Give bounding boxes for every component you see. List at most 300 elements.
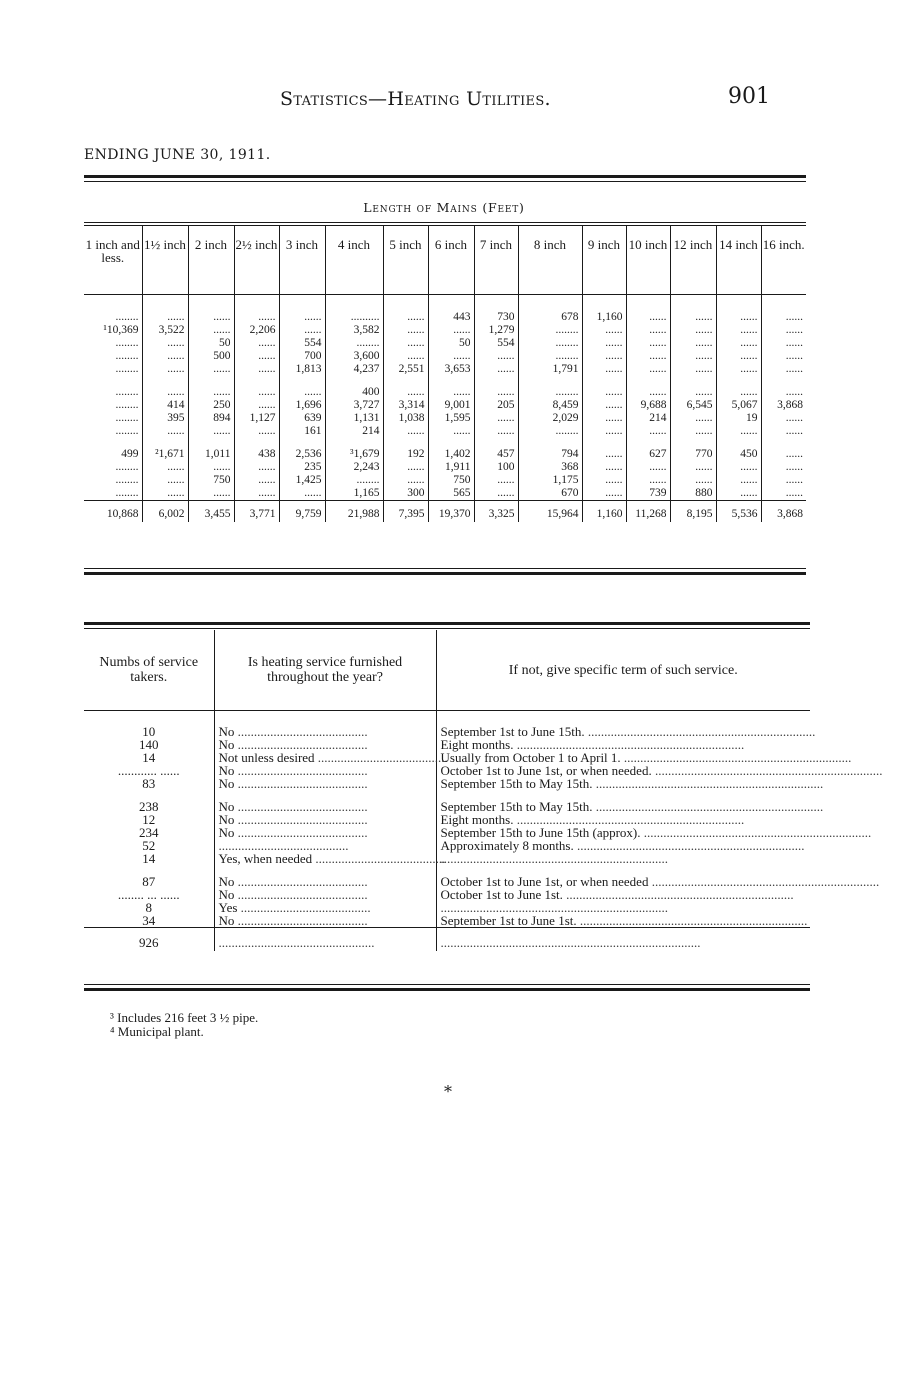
table-cell: ...... bbox=[761, 386, 806, 399]
spacer-cell bbox=[474, 438, 518, 448]
table-cell: 770 bbox=[670, 448, 716, 461]
cell-text: ............ ...... bbox=[117, 763, 180, 778]
table-cell: 750 bbox=[188, 474, 234, 487]
table-cell: ...... bbox=[716, 350, 761, 363]
total-cell: 8,195 bbox=[670, 501, 716, 523]
cell-text: October 1st to June 1st. bbox=[440, 887, 563, 902]
running-title: Statistics—Heating Utilities. bbox=[280, 88, 551, 110]
table-cell bbox=[84, 777, 214, 790]
top-rule-thick bbox=[84, 175, 806, 178]
table-cell: ³1,679 bbox=[325, 448, 383, 461]
table-cell: 457 bbox=[474, 448, 518, 461]
table-cell: ...... bbox=[626, 324, 670, 337]
spacer-cell bbox=[325, 438, 383, 448]
total-cell: 7,395 bbox=[383, 501, 428, 523]
table-cell: ........ bbox=[518, 324, 582, 337]
table-cell: ...... bbox=[383, 461, 428, 474]
table-cell: 192 bbox=[383, 448, 428, 461]
table-cell: ...... bbox=[142, 487, 188, 501]
table-cell bbox=[214, 914, 436, 928]
table-cell: 1,595 bbox=[428, 412, 474, 425]
spacer-cell bbox=[428, 438, 474, 448]
spacer-cell bbox=[279, 438, 325, 448]
table-row bbox=[84, 425, 806, 438]
table-cell: ...... bbox=[716, 474, 761, 487]
table-cell: ...... bbox=[142, 474, 188, 487]
leader-dots: ........................................ bbox=[237, 900, 371, 915]
table-cell: 3,522 bbox=[142, 324, 188, 337]
total-cell: 1,160 bbox=[582, 501, 626, 523]
leader-dots: ...................................................................... bbox=[513, 812, 745, 827]
total-cell: 3,771 bbox=[234, 501, 279, 523]
spacer-cell bbox=[234, 376, 279, 386]
table-cell: ...... bbox=[761, 324, 806, 337]
spacer-cell bbox=[142, 376, 188, 386]
table-cell: ........ bbox=[115, 350, 139, 362]
table-cell: ...... bbox=[716, 461, 761, 474]
table-cell bbox=[436, 914, 810, 928]
table-cell: ...... bbox=[670, 324, 716, 337]
table-cell: ........ bbox=[518, 350, 582, 363]
table-cell: ...... bbox=[670, 363, 716, 376]
table-cell: 19 bbox=[716, 412, 761, 425]
cell-text: 14 bbox=[142, 750, 156, 765]
service-body bbox=[84, 711, 883, 952]
total-cell: 19,370 bbox=[428, 501, 474, 523]
table-row bbox=[84, 487, 806, 501]
cell-text: No bbox=[218, 887, 235, 902]
cell-text: Eight months. bbox=[440, 812, 514, 827]
table-cell bbox=[84, 852, 214, 865]
cell-text: No bbox=[218, 776, 235, 791]
table-cell: ........ bbox=[518, 337, 582, 350]
total-cell: 926 bbox=[84, 928, 214, 952]
table-cell: 739 bbox=[626, 487, 670, 501]
table-cell: 214 bbox=[325, 425, 383, 438]
table-cell: ........ bbox=[115, 337, 139, 349]
table-cell: 2,551 bbox=[383, 363, 428, 376]
table-cell: 438 bbox=[234, 448, 279, 461]
mains-bottom-rule-thick bbox=[84, 572, 806, 575]
spacer-cell bbox=[670, 438, 716, 448]
table-cell: ...... bbox=[474, 386, 518, 399]
table-cell: 500 bbox=[188, 350, 234, 363]
table-cell: ...... bbox=[279, 295, 325, 325]
cell-text: Eight months. bbox=[440, 737, 514, 752]
table-row bbox=[84, 295, 806, 325]
table-cell: 1,402 bbox=[428, 448, 474, 461]
table-cell: ...... bbox=[474, 350, 518, 363]
mains-table bbox=[84, 225, 806, 522]
table-cell: ...... bbox=[383, 324, 428, 337]
leader-dots: ................................................ bbox=[218, 934, 375, 950]
table-cell: ...... bbox=[383, 425, 428, 438]
star-ornament: * bbox=[444, 1082, 452, 1101]
spacer-cell bbox=[142, 438, 188, 448]
table-cell: ...... bbox=[761, 350, 806, 363]
table-cell: ...... bbox=[716, 363, 761, 376]
service-header-row bbox=[84, 630, 810, 711]
totals-row bbox=[84, 501, 806, 523]
table-row bbox=[84, 448, 806, 461]
table-cell: 2,243 bbox=[325, 461, 383, 474]
table-cell: 414 bbox=[142, 399, 188, 412]
table-cell: 205 bbox=[474, 399, 518, 412]
table-row bbox=[84, 324, 806, 337]
table-cell: 100 bbox=[474, 461, 518, 474]
service-bottom-rule-thin bbox=[84, 984, 810, 985]
table-cell: 50 bbox=[188, 337, 234, 350]
spacer-cell bbox=[670, 376, 716, 386]
cell-text: No bbox=[218, 825, 235, 840]
mains-column-header: 2½ inch bbox=[234, 226, 279, 295]
service-column-header: Is heating service furnished throughout the year? bbox=[214, 630, 436, 711]
mains-body bbox=[84, 295, 806, 523]
leader-dots: ...................................................................... bbox=[562, 887, 794, 902]
total-cell bbox=[436, 928, 810, 952]
leader-dots: ...................................................................... bbox=[584, 724, 816, 739]
table-row bbox=[84, 412, 806, 425]
table-row bbox=[84, 337, 806, 350]
table-cell: 443 bbox=[428, 295, 474, 325]
total-cell: 3,455 bbox=[188, 501, 234, 523]
cell-text: No bbox=[218, 874, 235, 889]
mains-column-header: 5 inch bbox=[383, 226, 428, 295]
cell-text: No bbox=[218, 812, 235, 827]
table-cell bbox=[214, 851, 446, 866]
table-row bbox=[84, 711, 810, 739]
table-cell: 2,536 bbox=[279, 448, 325, 461]
table-cell: ........ bbox=[115, 474, 139, 486]
table-cell: ...... bbox=[234, 461, 279, 474]
table-cell: ...... bbox=[582, 363, 626, 376]
table-cell: ...... bbox=[474, 487, 518, 501]
cell-text: 8 bbox=[145, 900, 152, 915]
table-cell: ...... bbox=[761, 448, 806, 461]
table-row bbox=[84, 350, 806, 363]
leader-dots: ........................................ bbox=[234, 874, 368, 889]
table-cell: ...... bbox=[670, 474, 716, 487]
mains-column-header: 12 inch bbox=[670, 226, 716, 295]
table-cell: 1,279 bbox=[474, 324, 518, 337]
table-cell: 300 bbox=[383, 487, 428, 501]
table-cell: 3,868 bbox=[761, 399, 806, 412]
service-table bbox=[84, 630, 883, 951]
total-cell bbox=[214, 928, 436, 952]
table-row bbox=[84, 914, 810, 928]
table-cell: ...... bbox=[670, 386, 716, 399]
table-cell: ...... bbox=[716, 487, 761, 501]
total-cell: 6,002 bbox=[142, 501, 188, 523]
mains-bottom-rule-thin bbox=[84, 568, 806, 569]
table-cell: 400 bbox=[325, 386, 383, 399]
service-total-row bbox=[84, 928, 810, 952]
spacer-cell bbox=[188, 438, 234, 448]
table-cell: ...... bbox=[761, 425, 806, 438]
cell-text: Usually from October 1 to April 1. bbox=[440, 750, 621, 765]
leader-dots: ...................................................................... bbox=[648, 874, 880, 889]
table-cell: 1,038 bbox=[383, 412, 428, 425]
table-cell: ...... bbox=[474, 412, 518, 425]
table-cell: ...... bbox=[670, 295, 716, 325]
table-cell: ...... bbox=[626, 363, 670, 376]
table-cell: ........ bbox=[115, 399, 139, 411]
table-cell: ...... bbox=[626, 474, 670, 487]
table-cell: ........ bbox=[518, 425, 582, 438]
table-cell: ...... bbox=[474, 425, 518, 438]
table-cell: ........ bbox=[518, 386, 582, 399]
table-cell: 627 bbox=[626, 448, 670, 461]
table-cell: 565 bbox=[428, 487, 474, 501]
table-cell: ...... bbox=[716, 324, 761, 337]
table-cell: 3,727 bbox=[325, 399, 383, 412]
leader-dots: ........................................ bbox=[234, 763, 368, 778]
table-cell bbox=[214, 711, 436, 739]
spacer-cell bbox=[626, 438, 670, 448]
spacer-cell bbox=[325, 376, 383, 386]
mains-column-header: 10 inch bbox=[626, 226, 670, 295]
mains-column-header: 7 inch bbox=[474, 226, 518, 295]
spacer-cell bbox=[279, 376, 325, 386]
table-cell: ...... bbox=[234, 363, 279, 376]
table-cell: 395 bbox=[142, 412, 188, 425]
cell-text: 10 bbox=[142, 724, 156, 739]
table-cell: 1,425 bbox=[279, 474, 325, 487]
table-cell: ...... bbox=[383, 350, 428, 363]
table-cell: ...... bbox=[716, 295, 761, 325]
mains-column-header: 1½ inch bbox=[142, 226, 188, 295]
table-cell: ...... bbox=[383, 386, 428, 399]
cell-text: 52 bbox=[142, 838, 156, 853]
cell-text: No bbox=[218, 913, 235, 928]
leader-dots: ........................................ bbox=[234, 913, 368, 928]
table-cell: ...... bbox=[761, 295, 806, 325]
table-cell: ...... bbox=[279, 324, 325, 337]
table-cell: ...... bbox=[761, 412, 806, 425]
table-cell: ...... bbox=[428, 386, 474, 399]
table-cell: ........ bbox=[325, 337, 383, 350]
cell-text: September 1st to June 1st. bbox=[440, 913, 577, 928]
period-line: ENDING JUNE 30, 1911. bbox=[84, 147, 271, 163]
heading-rule bbox=[84, 222, 806, 223]
table-cell: ...... bbox=[428, 425, 474, 438]
spacer-cell bbox=[761, 376, 806, 386]
table-cell: ...... bbox=[626, 461, 670, 474]
cell-text: 12 bbox=[142, 812, 156, 827]
table-cell: ...... bbox=[626, 295, 670, 325]
table-cell: ...... bbox=[142, 425, 188, 438]
total-cell: 11,268 bbox=[626, 501, 670, 523]
table-cell: 368 bbox=[518, 461, 582, 474]
table-cell: ²1,671 bbox=[142, 448, 188, 461]
leader-dots: ........................................ bbox=[218, 838, 349, 853]
table-cell: 678 bbox=[518, 295, 582, 325]
mains-column-header: 6 inch bbox=[428, 226, 474, 295]
table-cell: 1,813 bbox=[279, 363, 325, 376]
page-number: 901 bbox=[728, 84, 770, 109]
mains-column-header: 2 inch bbox=[188, 226, 234, 295]
table-cell: ...... bbox=[582, 425, 626, 438]
total-cell: 10,868 bbox=[84, 501, 142, 523]
table-cell: 670 bbox=[518, 487, 582, 501]
table-row bbox=[84, 363, 806, 376]
leader-dots: ........................................ bbox=[312, 851, 446, 866]
leader-dots: ...................................................................... bbox=[640, 825, 872, 840]
table-cell: ...... bbox=[142, 295, 188, 325]
table-cell: 1,160 bbox=[582, 295, 626, 325]
cell-text: No bbox=[218, 763, 235, 778]
table-row bbox=[84, 474, 806, 487]
table-cell: 5,067 bbox=[716, 399, 761, 412]
table-cell: ...... bbox=[582, 324, 626, 337]
leader-dots: ........................................ bbox=[314, 750, 448, 765]
spacer-cell bbox=[84, 376, 142, 386]
table-cell bbox=[84, 711, 214, 739]
cell-text: October 1st to June 1st, or when needed bbox=[440, 874, 649, 889]
leader-dots: ...................................................................... bbox=[513, 737, 745, 752]
table-cell: ...... bbox=[582, 337, 626, 350]
leader-dots: ........................................ bbox=[234, 812, 368, 827]
spacer-cell bbox=[518, 438, 582, 448]
table-cell: 700 bbox=[279, 350, 325, 363]
spacer-cell bbox=[188, 376, 234, 386]
table-cell: ...... bbox=[142, 337, 188, 350]
table-row bbox=[84, 386, 806, 399]
table-cell: ...... bbox=[670, 350, 716, 363]
table-cell: 794 bbox=[518, 448, 582, 461]
spacer-cell bbox=[582, 376, 626, 386]
table-cell: ...... bbox=[428, 324, 474, 337]
leader-dots: ................................................................................ bbox=[440, 934, 701, 950]
table-cell: ...... bbox=[188, 324, 234, 337]
table-cell: ...... bbox=[474, 363, 518, 376]
mains-column-header: 8 inch bbox=[518, 226, 582, 295]
table-cell: ...... bbox=[716, 337, 761, 350]
table-cell: ...... bbox=[234, 474, 279, 487]
table-cell: 450 bbox=[716, 448, 761, 461]
table-cell: ...... bbox=[582, 448, 626, 461]
table-row bbox=[84, 777, 810, 790]
spacer-cell bbox=[234, 438, 279, 448]
table-cell: ...... bbox=[142, 461, 188, 474]
cell-text: Approximately 8 months. bbox=[440, 838, 574, 853]
table-cell: ........ bbox=[115, 461, 139, 473]
table-cell: ........ bbox=[115, 363, 139, 375]
spacer-cell bbox=[428, 376, 474, 386]
table-cell: ........ bbox=[115, 425, 139, 437]
table-cell: ...... bbox=[761, 337, 806, 350]
footnote: ⁴ Municipal plant. bbox=[110, 1024, 204, 1039]
total-cell: 15,964 bbox=[518, 501, 582, 523]
table-cell: ...... bbox=[383, 474, 428, 487]
leader-dots: ...................................................................... bbox=[573, 838, 805, 853]
table-cell: ...... bbox=[626, 350, 670, 363]
table-cell bbox=[436, 852, 810, 865]
table-cell: ...... bbox=[234, 295, 279, 325]
table-cell: 161 bbox=[279, 425, 325, 438]
cell-text: September 15th to June 15th (approx). bbox=[440, 825, 641, 840]
cell-text: 14 bbox=[142, 851, 156, 866]
table-row bbox=[84, 461, 806, 474]
cell-text: No bbox=[218, 724, 235, 739]
table-cell: 2,029 bbox=[518, 412, 582, 425]
table-cell: ........ bbox=[115, 412, 139, 424]
cell-text: September 15th to May 15th. bbox=[440, 776, 593, 791]
table-cell: ...... bbox=[234, 425, 279, 438]
table-cell: 250 bbox=[188, 399, 234, 412]
spacer-cell bbox=[716, 438, 761, 448]
service-column-header: Numbs of service takers. bbox=[84, 630, 214, 711]
footnote: ³ Includes 216 feet 3 ½ pipe. bbox=[110, 1010, 259, 1025]
table-cell: ...... bbox=[474, 474, 518, 487]
table-cell: ...... bbox=[234, 386, 279, 399]
leader-dots: ...................................................................... bbox=[576, 913, 808, 928]
table-cell: ...... bbox=[761, 461, 806, 474]
spacer-cell bbox=[383, 376, 428, 386]
table-cell: ...... bbox=[582, 474, 626, 487]
cell-text: 140 bbox=[139, 737, 159, 752]
leader-dots: ........................................ bbox=[234, 887, 368, 902]
table-cell: ...... bbox=[142, 386, 188, 399]
table-cell: 9,001 bbox=[428, 399, 474, 412]
table-cell: ...... bbox=[279, 386, 325, 399]
table-cell: 894 bbox=[188, 412, 234, 425]
mains-column-header: 14 inch bbox=[716, 226, 761, 295]
table-cell: 3,653 bbox=[428, 363, 474, 376]
table-cell: ...... bbox=[234, 350, 279, 363]
table-cell: 3,314 bbox=[383, 399, 428, 412]
spacer-cell bbox=[626, 376, 670, 386]
mains-column-header: 1 inch and less. bbox=[84, 226, 142, 295]
service-top-rule-thin bbox=[84, 628, 810, 629]
footnotes bbox=[110, 1011, 258, 1039]
total-cell: 3,868 bbox=[761, 501, 806, 523]
row-spacer bbox=[84, 376, 806, 386]
table-cell: 3,582 bbox=[325, 324, 383, 337]
table-cell bbox=[84, 914, 214, 928]
cell-text: 34 bbox=[142, 913, 156, 928]
cell-text: 83 bbox=[142, 776, 156, 791]
cell-text: September 15th to May 15th. bbox=[440, 799, 593, 814]
spacer-cell bbox=[582, 438, 626, 448]
service-column-header: If not, give specific term of such service. bbox=[436, 630, 810, 711]
cell-text: October 1st to June 1st, or when needed. bbox=[440, 763, 652, 778]
table-cell: ...... bbox=[716, 386, 761, 399]
cell-text: Not unless desired bbox=[218, 750, 315, 765]
leader-dots: ...................................................................... bbox=[592, 776, 824, 791]
table-cell: ...... bbox=[626, 386, 670, 399]
table-cell: 214 bbox=[626, 412, 670, 425]
table-cell bbox=[214, 777, 436, 790]
table-cell: ...... bbox=[716, 425, 761, 438]
table-cell bbox=[436, 711, 816, 739]
table-cell: ...... bbox=[626, 425, 670, 438]
row-spacer bbox=[84, 438, 806, 448]
table-cell: ...... bbox=[234, 487, 279, 501]
spacer-cell bbox=[761, 438, 806, 448]
table-cell: ...... bbox=[582, 386, 626, 399]
table-cell: 730 bbox=[474, 295, 518, 325]
table-cell: ...... bbox=[383, 295, 428, 325]
table-cell: ...... bbox=[234, 337, 279, 350]
table-cell: ........ bbox=[325, 474, 383, 487]
table-cell: ...... bbox=[582, 412, 626, 425]
table-cell: ...... bbox=[383, 337, 428, 350]
table-cell: ...... bbox=[188, 425, 234, 438]
leader-dots: ...................................................................... bbox=[620, 750, 852, 765]
table-cell: ...... bbox=[761, 363, 806, 376]
table-cell: ........ bbox=[115, 311, 139, 323]
